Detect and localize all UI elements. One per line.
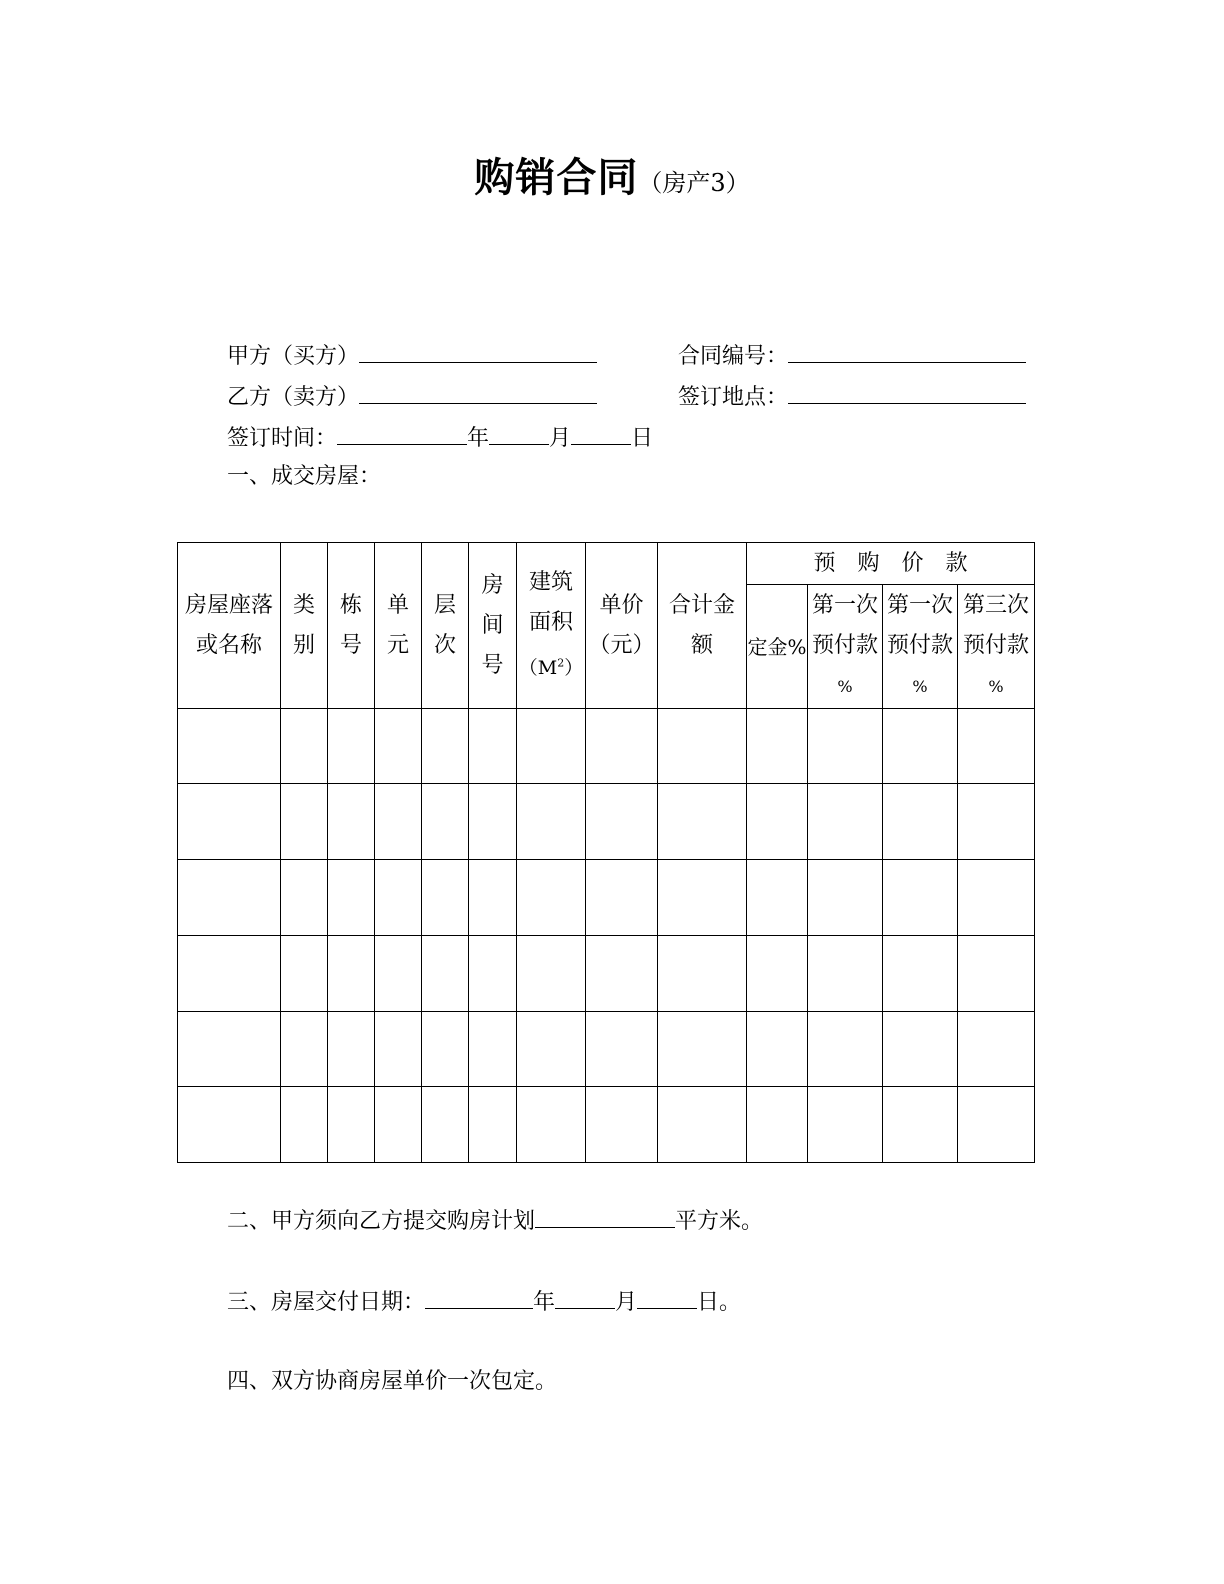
- header-room: 房 间 号: [469, 543, 517, 709]
- section-2-text: 二、甲方须向乙方提交购房计划: [227, 1209, 536, 1234]
- table-cell[interactable]: [281, 860, 328, 936]
- delivery-month-label: 月: [615, 1290, 638, 1315]
- table-cell[interactable]: [747, 936, 808, 1012]
- table-row: [178, 936, 1035, 1012]
- table-cell[interactable]: [178, 1087, 281, 1163]
- table-row: [178, 1012, 1035, 1087]
- header-prepay: 预 购 价 款: [747, 543, 1035, 585]
- table-cell[interactable]: [586, 1012, 658, 1087]
- table-cell[interactable]: [328, 860, 375, 936]
- table-cell[interactable]: [586, 784, 658, 860]
- delivery-day-label: 日。: [697, 1290, 742, 1315]
- table-cell[interactable]: [586, 1087, 658, 1163]
- sign-place-line: [678, 381, 1026, 413]
- table-cell[interactable]: [958, 1012, 1035, 1087]
- table-cell[interactable]: [178, 1012, 281, 1087]
- table-cell[interactable]: [328, 709, 375, 784]
- table-cell[interactable]: [958, 709, 1035, 784]
- sign-place-blank[interactable]: [788, 381, 1026, 404]
- party-a-line: [227, 340, 597, 372]
- header-first-prepay: 第一次 预付款 %: [808, 585, 883, 709]
- party-b-label: 乙方（卖方）: [227, 385, 360, 410]
- section-3-text: 三、房屋交付日期：: [227, 1290, 426, 1315]
- table-cell[interactable]: [517, 1012, 586, 1087]
- header-area: 建筑 面积 $(M^2)$: [517, 543, 586, 709]
- table-cell[interactable]: [958, 784, 1035, 860]
- delivery-year-blank[interactable]: [425, 1286, 533, 1309]
- contract-no-label: 合同编号：: [678, 344, 789, 369]
- title-main: 购销合同: [474, 155, 639, 201]
- table-row: [178, 860, 1035, 936]
- table-cell[interactable]: [658, 936, 747, 1012]
- header-unit: 单 元: [375, 543, 422, 709]
- table-cell[interactable]: [281, 1087, 328, 1163]
- table-cell[interactable]: [422, 1087, 469, 1163]
- table-cell[interactable]: [281, 936, 328, 1012]
- table-row: [178, 784, 1035, 860]
- party-b-line: [227, 381, 597, 413]
- table-cell[interactable]: [517, 936, 586, 1012]
- header-type: 类 别: [281, 543, 328, 709]
- table-cell[interactable]: [375, 709, 422, 784]
- table-cell[interactable]: [375, 936, 422, 1012]
- sign-place-label: 签订地点：: [678, 385, 789, 410]
- table-cell[interactable]: [958, 1087, 1035, 1163]
- table-row: [178, 1087, 1035, 1163]
- table-cell[interactable]: [328, 1087, 375, 1163]
- table-cell[interactable]: [422, 709, 469, 784]
- section-4: 四、双方协商房屋单价一次包定。: [227, 1369, 558, 1394]
- table-cell[interactable]: [178, 860, 281, 936]
- table-cell[interactable]: [281, 1012, 328, 1087]
- sign-day-blank[interactable]: [571, 422, 631, 445]
- header-location: 房屋座落 或名称: [178, 543, 281, 709]
- table-cell[interactable]: [517, 860, 586, 936]
- table-cell[interactable]: [808, 1012, 883, 1087]
- table-cell[interactable]: [883, 784, 958, 860]
- table-cell[interactable]: [422, 860, 469, 936]
- table-cell[interactable]: [658, 1087, 747, 1163]
- table-cell[interactable]: [883, 709, 958, 784]
- table-cell[interactable]: [469, 1012, 517, 1087]
- table-row: [178, 709, 1035, 784]
- table-cell[interactable]: [422, 1012, 469, 1087]
- table-cell[interactable]: [281, 784, 328, 860]
- table-cell[interactable]: [375, 1087, 422, 1163]
- section-1-heading: 一、成交房屋：: [227, 464, 382, 489]
- header-building: 栋 号: [328, 543, 375, 709]
- title-sub: （房产3）: [638, 169, 750, 197]
- delivery-month-blank[interactable]: [555, 1286, 615, 1309]
- header-second-prepay: 第一次 预付款 %: [883, 585, 958, 709]
- table-cell[interactable]: [375, 784, 422, 860]
- table-cell[interactable]: [808, 709, 883, 784]
- sign-time-label: 签订时间：: [227, 426, 338, 451]
- party-a-blank[interactable]: [359, 340, 597, 363]
- sign-day-label: 日: [631, 426, 654, 451]
- delivery-year-label: 年: [533, 1290, 556, 1315]
- header-price: 单价 （元）: [586, 543, 658, 709]
- table-cell[interactable]: [586, 860, 658, 936]
- table-cell[interactable]: [469, 709, 517, 784]
- table-cell[interactable]: [747, 860, 808, 936]
- table-cell[interactable]: [658, 784, 747, 860]
- table-cell[interactable]: [658, 1012, 747, 1087]
- table-cell[interactable]: [586, 936, 658, 1012]
- table-cell[interactable]: [808, 936, 883, 1012]
- table-cell[interactable]: [958, 860, 1035, 936]
- table-cell[interactable]: [883, 936, 958, 1012]
- header-total: 合计金 额: [658, 543, 747, 709]
- table-cell[interactable]: [375, 1012, 422, 1087]
- table-cell[interactable]: [281, 709, 328, 784]
- table-cell[interactable]: [586, 709, 658, 784]
- delivery-day-blank[interactable]: [637, 1286, 697, 1309]
- table-cell[interactable]: [808, 784, 883, 860]
- table-cell[interactable]: [747, 709, 808, 784]
- table-cell[interactable]: [808, 860, 883, 936]
- table-cell[interactable]: [747, 784, 808, 860]
- table-cell[interactable]: [469, 860, 517, 936]
- header-floor: 层 次: [422, 543, 469, 709]
- sign-month-blank[interactable]: [489, 422, 549, 445]
- table-cell[interactable]: [517, 1087, 586, 1163]
- document-title: [0, 146, 1224, 203]
- section-2-unit: 平方米。: [675, 1209, 764, 1234]
- table-cell[interactable]: [422, 784, 469, 860]
- table-cell[interactable]: [375, 860, 422, 936]
- table-cell[interactable]: [747, 1087, 808, 1163]
- table-cell[interactable]: [517, 709, 586, 784]
- table-cell[interactable]: [883, 860, 958, 936]
- table-cell[interactable]: [469, 936, 517, 1012]
- table-cell[interactable]: [658, 709, 747, 784]
- table-cell[interactable]: [658, 860, 747, 936]
- table-cell[interactable]: [328, 936, 375, 1012]
- header-deposit: 定金%: [747, 585, 808, 709]
- table-cell[interactable]: [808, 1087, 883, 1163]
- purchase-plan-blank[interactable]: [535, 1205, 675, 1228]
- table-cell[interactable]: [178, 936, 281, 1012]
- table-cell[interactable]: [178, 709, 281, 784]
- party-a-label: 甲方（买方）: [227, 344, 360, 369]
- table-cell[interactable]: [517, 784, 586, 860]
- contract-no-line: [678, 340, 1026, 372]
- sign-time-line: [227, 422, 653, 454]
- table-cell[interactable]: [328, 784, 375, 860]
- table-cell[interactable]: [883, 1012, 958, 1087]
- contract-no-blank[interactable]: [788, 340, 1026, 363]
- table-cell[interactable]: [178, 784, 281, 860]
- party-b-blank[interactable]: [359, 381, 597, 404]
- house-table: [177, 542, 1035, 1163]
- table-cell[interactable]: [883, 1087, 958, 1163]
- sign-month-label: 月: [549, 426, 572, 451]
- table-cell[interactable]: [469, 784, 517, 860]
- sign-year-blank[interactable]: [337, 422, 467, 445]
- section-3: [227, 1286, 741, 1318]
- table-cell[interactable]: [469, 1087, 517, 1163]
- table-cell[interactable]: [422, 936, 469, 1012]
- table-cell[interactable]: [328, 1012, 375, 1087]
- table-cell[interactable]: [958, 936, 1035, 1012]
- sign-year-label: 年: [467, 426, 490, 451]
- section-2: [227, 1205, 763, 1237]
- header-third-prepay: 第三次 预付款 %: [958, 585, 1035, 709]
- table-cell[interactable]: [747, 1012, 808, 1087]
